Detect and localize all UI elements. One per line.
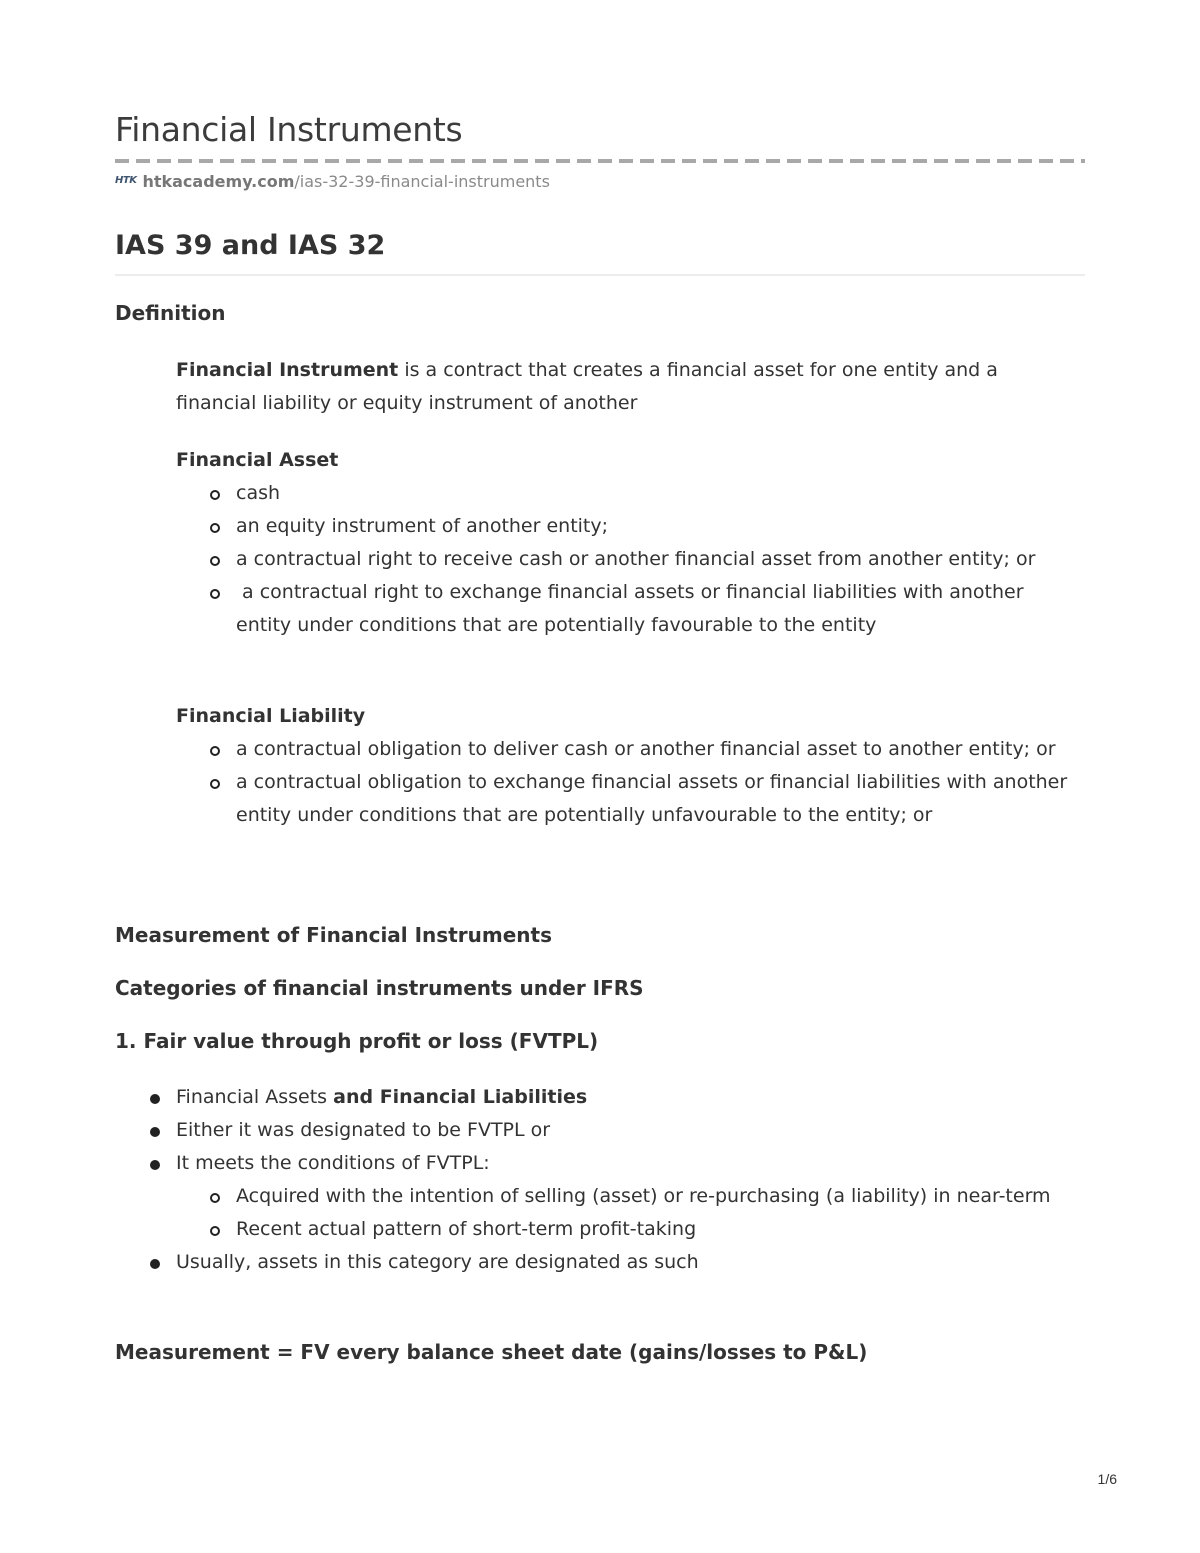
liability-block <box>176 700 1081 832</box>
list-item: an equity instrument of another entity; <box>236 510 1081 543</box>
list-item: a contractual obligation to deliver cash or another financial asset to another entity; or <box>236 733 1081 766</box>
list-item <box>176 1147 1081 1246</box>
list-item: Recent actual pattern of short-term profit-taking <box>236 1213 1081 1246</box>
categories-heading: Categories of financial instruments under IFRS <box>115 976 644 1000</box>
instrument-text: is a contract that creates a financial asset for one entity and a financial liability or equity instrument of another <box>176 359 998 414</box>
asset-block <box>176 444 1081 642</box>
fvtpl-heading: 1. Fair value through profit or loss (FVTPL) <box>115 1029 599 1053</box>
source-domain: htkacademy.com <box>142 172 295 191</box>
fvtpl-item3-text: It meets the conditions of FVTPL: <box>176 1152 490 1174</box>
htk-logo-icon: HTK <box>115 175 137 186</box>
list-item: Either it was designated to be FVTPL or <box>176 1114 1081 1147</box>
list-item: Acquired with the intention of selling (asset) or re-purchasing (a liability) in near-term <box>236 1180 1081 1213</box>
source-path: /ias-32-39-financial-instruments <box>294 172 550 191</box>
source-line <box>115 172 550 191</box>
page-indicator: 1/6 <box>1097 1471 1117 1487</box>
fvtpl-item1-bold: and Financial Liabilities <box>333 1086 588 1108</box>
document-title: Financial Instruments <box>115 110 463 149</box>
list-item: Usually, assets in this category are designated as such <box>176 1246 1081 1279</box>
definition-heading: Definition <box>115 301 226 325</box>
list-item: a contractual obligation to exchange financial assets or financial liabilities with another entity under conditions that are potentially unfavourable to the entity; or <box>236 766 1081 832</box>
section-heading: IAS 39 and IAS 32 <box>115 230 386 261</box>
instrument-term: Financial Instrument <box>176 359 399 381</box>
section-divider <box>115 274 1085 276</box>
fvtpl-block <box>176 1081 1081 1279</box>
fvtpl-item1-normal: Financial Assets <box>176 1086 334 1108</box>
liability-heading: Financial Liability <box>176 705 366 727</box>
list-item <box>176 1081 1081 1114</box>
asset-heading: Financial Asset <box>176 449 339 471</box>
list-item: a contractual right to exchange financial assets or financial liabilities with another entity under conditions that are potentially favourable to the entity <box>236 576 1081 642</box>
measurement-heading: Measurement of Financial Instruments <box>115 923 552 947</box>
title-divider <box>115 159 1085 163</box>
fvtpl-measurement-note: Measurement = FV every balance sheet date (gains/losses to P&L) <box>115 1340 868 1364</box>
fvtpl-conditions-list <box>176 1180 1081 1246</box>
asset-list <box>176 477 1081 642</box>
list-item: cash <box>236 477 1081 510</box>
liability-list <box>176 733 1081 832</box>
fvtpl-list <box>176 1081 1081 1279</box>
list-item: a contractual right to receive cash or another financial asset from another entity; or <box>236 543 1081 576</box>
instrument-definition <box>176 354 1081 420</box>
definition-block <box>176 354 1081 420</box>
